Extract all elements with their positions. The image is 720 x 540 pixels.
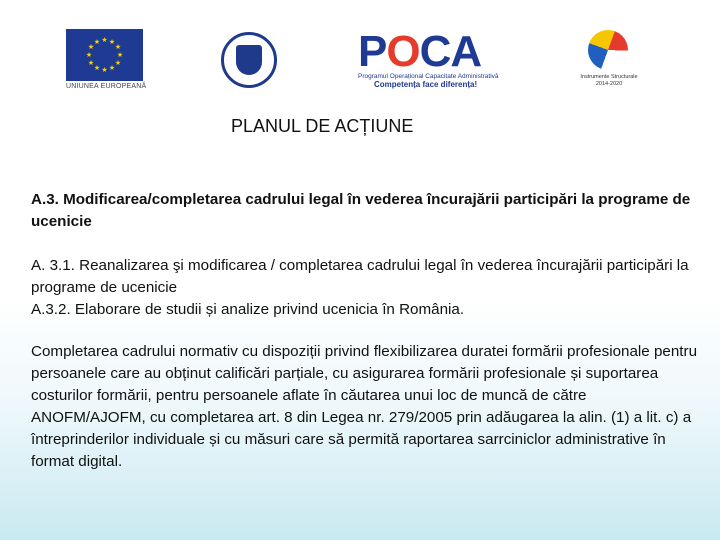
svg-text:★: ★ bbox=[114, 44, 122, 51]
poca-subtitle: Programul Operațional Capacitate Administrativă bbox=[358, 73, 499, 80]
is-caption-line2: 2014-2020 bbox=[595, 81, 623, 87]
action-item: A.3.2. Elaborare de studii și analize privind ucenicia în România. bbox=[31, 301, 465, 318]
structural-instruments-caption bbox=[574, 74, 644, 88]
svg-text:★: ★ bbox=[87, 44, 95, 51]
svg-text:★: ★ bbox=[108, 65, 116, 72]
svg-text:★: ★ bbox=[85, 52, 93, 59]
is-caption-line1: Instrumente Structurale bbox=[580, 74, 638, 80]
svg-text:★: ★ bbox=[101, 37, 108, 44]
section-heading: A.3. Modificarea/completarea cadrului legal în vederea încurajării participări la programe de ucenicie bbox=[31, 191, 691, 230]
body-paragraph: Completarea cadrului normativ cu dispoziții privind flexibilizarea duratei formării profesionale pentru persoanele care au obținut calificări parțiale, cu asigurarea formării profesionale și suportarea costurilor formării, pentru persoanele aflate în căutarea unui loc de muncă de către ANOFM/AJOFM, cu completarea art. 8 din Legea nr. 279/2005 prin adăugarea la alin. (1) a lit. c) a întreprinderilor individuale și cu măsuri care să permită raportarea sarrciniclor administrative în format digital. bbox=[31, 343, 698, 470]
svg-text:★: ★ bbox=[93, 39, 101, 46]
eu-flag-logo bbox=[66, 29, 143, 81]
page-title: PLANUL DE ACȚIUNE bbox=[231, 116, 414, 136]
poca-logo: POCA bbox=[358, 27, 482, 76]
eu-caption: UNIUNEA EUROPEANĂ bbox=[66, 83, 147, 90]
eu-stars-icon bbox=[66, 29, 143, 81]
government-seal-logo bbox=[221, 32, 277, 88]
action-item: A. 3.1. Reanalizarea şi modificarea / completarea cadrului legal în vederea încurajării participări la programe de ucenicie bbox=[31, 257, 689, 296]
structural-instruments-logo bbox=[588, 30, 628, 70]
svg-text:★: ★ bbox=[108, 39, 116, 46]
action-list bbox=[31, 255, 701, 321]
svg-text:★: ★ bbox=[93, 65, 101, 72]
poca-slogan: Competența face diferența! bbox=[374, 80, 478, 89]
svg-text:★: ★ bbox=[87, 60, 95, 67]
svg-text:★: ★ bbox=[116, 52, 124, 59]
svg-text:★: ★ bbox=[114, 60, 122, 67]
svg-text:★: ★ bbox=[101, 67, 108, 74]
